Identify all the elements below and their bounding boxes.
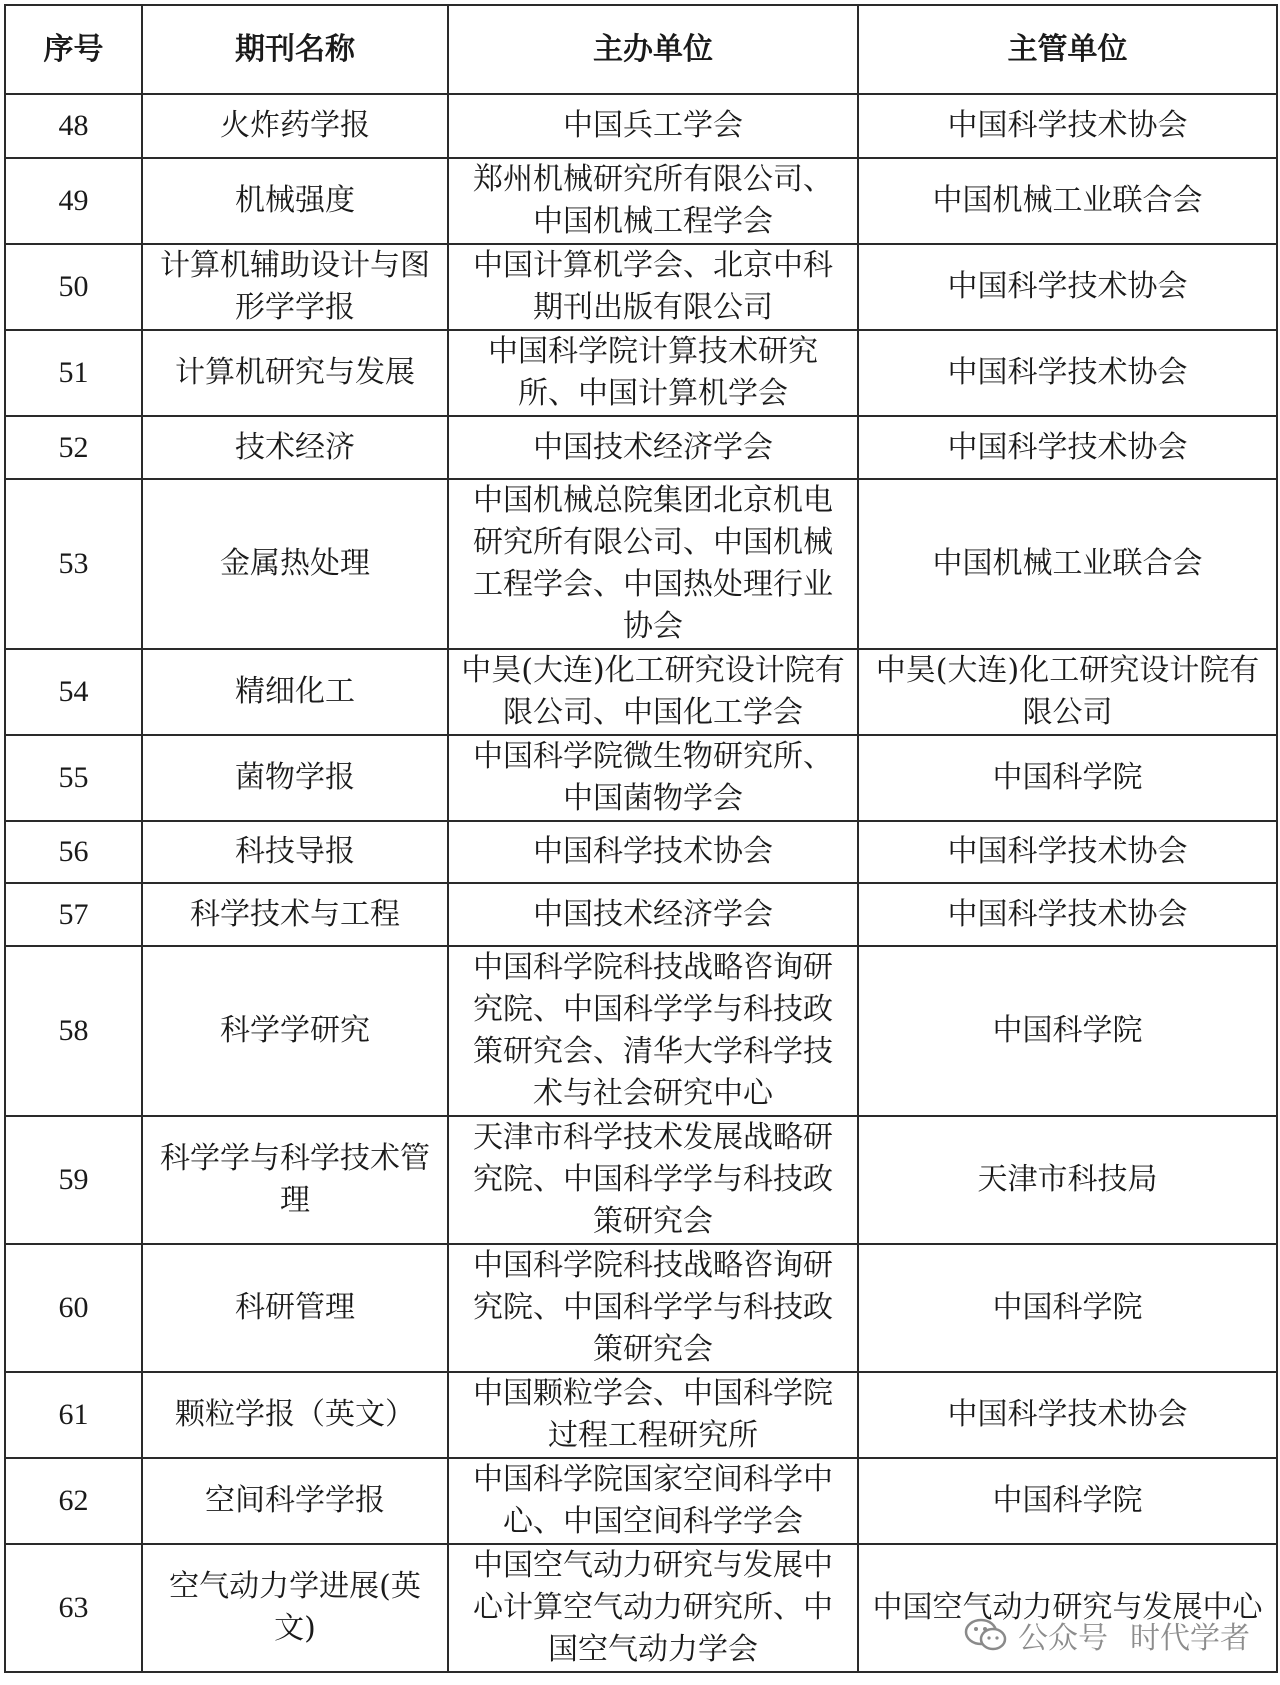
- cell-no: 53: [5, 479, 142, 649]
- cell-no: 62: [5, 1458, 142, 1544]
- table-row: [5, 1372, 1277, 1458]
- header-no: 序号: [5, 5, 142, 94]
- table-row: [5, 479, 1277, 649]
- cell-no: 56: [5, 821, 142, 883]
- cell-journal-name: 空间科学学报: [142, 1458, 448, 1544]
- table-row: [5, 1458, 1277, 1544]
- watermark-account: 时代学者: [1130, 1621, 1250, 1656]
- cell-journal-name: 机械强度: [142, 158, 448, 244]
- cell-sponsor: 中国兵工学会: [448, 94, 858, 158]
- cell-supervisor: 天津市科技局: [858, 1116, 1277, 1244]
- cell-supervisor: 中国科学技术协会: [858, 821, 1277, 883]
- header-sponsor: 主办单位: [448, 5, 858, 94]
- cell-supervisor: 中昊(大连)化工研究设计院有限公司: [858, 649, 1277, 735]
- cell-supervisor: 中国科学技术协会: [858, 330, 1277, 416]
- cell-no: 63: [5, 1544, 142, 1672]
- watermark-label: 公众号: [1018, 1621, 1108, 1656]
- cell-journal-name: 计算机辅助设计与图形学学报: [142, 244, 448, 330]
- cell-sponsor: 中国科学院国家空间科学中心、中国空间科学学会: [448, 1458, 858, 1544]
- cell-supervisor: 中国科学院: [858, 1244, 1277, 1372]
- cell-supervisor: 中国空气动力研究与发展中心: [858, 1544, 1277, 1672]
- table-row: [5, 330, 1277, 416]
- cell-no: 50: [5, 244, 142, 330]
- cell-no: 52: [5, 416, 142, 479]
- cell-supervisor: 中国科学技术协会: [858, 94, 1277, 158]
- cell-supervisor: 中国机械工业联合会: [858, 158, 1277, 244]
- cell-no: 54: [5, 649, 142, 735]
- cell-sponsor: 中国技术经济学会: [448, 883, 858, 946]
- cell-no: 51: [5, 330, 142, 416]
- journal-table-container: [4, 4, 1278, 1673]
- table-row: [5, 1116, 1277, 1244]
- cell-journal-name: 金属热处理: [142, 479, 448, 649]
- table-row: [5, 946, 1277, 1116]
- cell-supervisor: 中国科学技术协会: [858, 883, 1277, 946]
- cell-sponsor: 中国科学院科技战略咨询研究院、中国科学学与科技政策研究会: [448, 1244, 858, 1372]
- table-row: [5, 94, 1277, 158]
- table-row: [5, 649, 1277, 735]
- cell-journal-name: 科学学与科学技术管理: [142, 1116, 448, 1244]
- cell-supervisor: 中国机械工业联合会: [858, 479, 1277, 649]
- cell-supervisor: 中国科学技术协会: [858, 1372, 1277, 1458]
- cell-sponsor: 中国科学院科技战略咨询研究院、中国科学学与科技政策研究会、清华大学科学技术与社会研究中心: [448, 946, 858, 1116]
- table-row: [5, 416, 1277, 479]
- table-row: [5, 735, 1277, 821]
- cell-journal-name: 科技导报: [142, 821, 448, 883]
- cell-supervisor: 中国科学技术协会: [858, 244, 1277, 330]
- cell-no: 60: [5, 1244, 142, 1372]
- table-header: [5, 5, 1277, 94]
- header-name: 期刊名称: [142, 5, 448, 94]
- header-supervisor: 主管单位: [858, 5, 1277, 94]
- cell-sponsor: 天津市科学技术发展战略研究院、中国科学学与科技政策研究会: [448, 1116, 858, 1244]
- cell-no: 48: [5, 94, 142, 158]
- cell-sponsor: 中昊(大连)化工研究设计院有限公司、中国化工学会: [448, 649, 858, 735]
- cell-sponsor: 郑州机械研究所有限公司、中国机械工程学会: [448, 158, 858, 244]
- cell-journal-name: 精细化工: [142, 649, 448, 735]
- journal-table: [4, 4, 1278, 1673]
- table-body: [5, 94, 1277, 1672]
- cell-journal-name: 科研管理: [142, 1244, 448, 1372]
- cell-supervisor: 中国科学技术协会: [858, 416, 1277, 479]
- cell-no: 59: [5, 1116, 142, 1244]
- cell-sponsor: 中国空气动力研究与发展中心计算空气动力研究所、中国空气动力学会: [448, 1544, 858, 1672]
- cell-sponsor: 中国科学技术协会: [448, 821, 858, 883]
- watermark: [964, 1613, 1250, 1657]
- table-row: [5, 244, 1277, 330]
- cell-no: 49: [5, 158, 142, 244]
- cell-journal-name: 空气动力学进展(英文): [142, 1544, 448, 1672]
- cell-journal-name: 科学学研究: [142, 946, 448, 1116]
- cell-journal-name: 火炸药学报: [142, 94, 448, 158]
- cell-sponsor: 中国计算机学会、北京中科期刊出版有限公司: [448, 244, 858, 330]
- cell-no: 58: [5, 946, 142, 1116]
- cell-no: 57: [5, 883, 142, 946]
- wechat-icon: [964, 1617, 1008, 1653]
- cell-supervisor: 中国科学院: [858, 946, 1277, 1116]
- table-row: [5, 883, 1277, 946]
- table-row: [5, 821, 1277, 883]
- cell-journal-name: 菌物学报: [142, 735, 448, 821]
- cell-journal-name: 科学技术与工程: [142, 883, 448, 946]
- cell-supervisor: 中国科学院: [858, 1458, 1277, 1544]
- cell-sponsor: 中国技术经济学会: [448, 416, 858, 479]
- table-row: [5, 1244, 1277, 1372]
- cell-sponsor: 中国机械总院集团北京机电研究所有限公司、中国机械工程学会、中国热处理行业协会: [448, 479, 858, 649]
- table-row: [5, 158, 1277, 244]
- header-row: [5, 5, 1277, 94]
- cell-no: 55: [5, 735, 142, 821]
- cell-supervisor: 中国科学院: [858, 735, 1277, 821]
- cell-sponsor: 中国颗粒学会、中国科学院过程工程研究所: [448, 1372, 858, 1458]
- cell-journal-name: 计算机研究与发展: [142, 330, 448, 416]
- cell-no: 61: [5, 1372, 142, 1458]
- cell-journal-name: 颗粒学报（英文）: [142, 1372, 448, 1458]
- cell-sponsor: 中国科学院计算技术研究所、中国计算机学会: [448, 330, 858, 416]
- cell-sponsor: 中国科学院微生物研究所、中国菌物学会: [448, 735, 858, 821]
- cell-journal-name: 技术经济: [142, 416, 448, 479]
